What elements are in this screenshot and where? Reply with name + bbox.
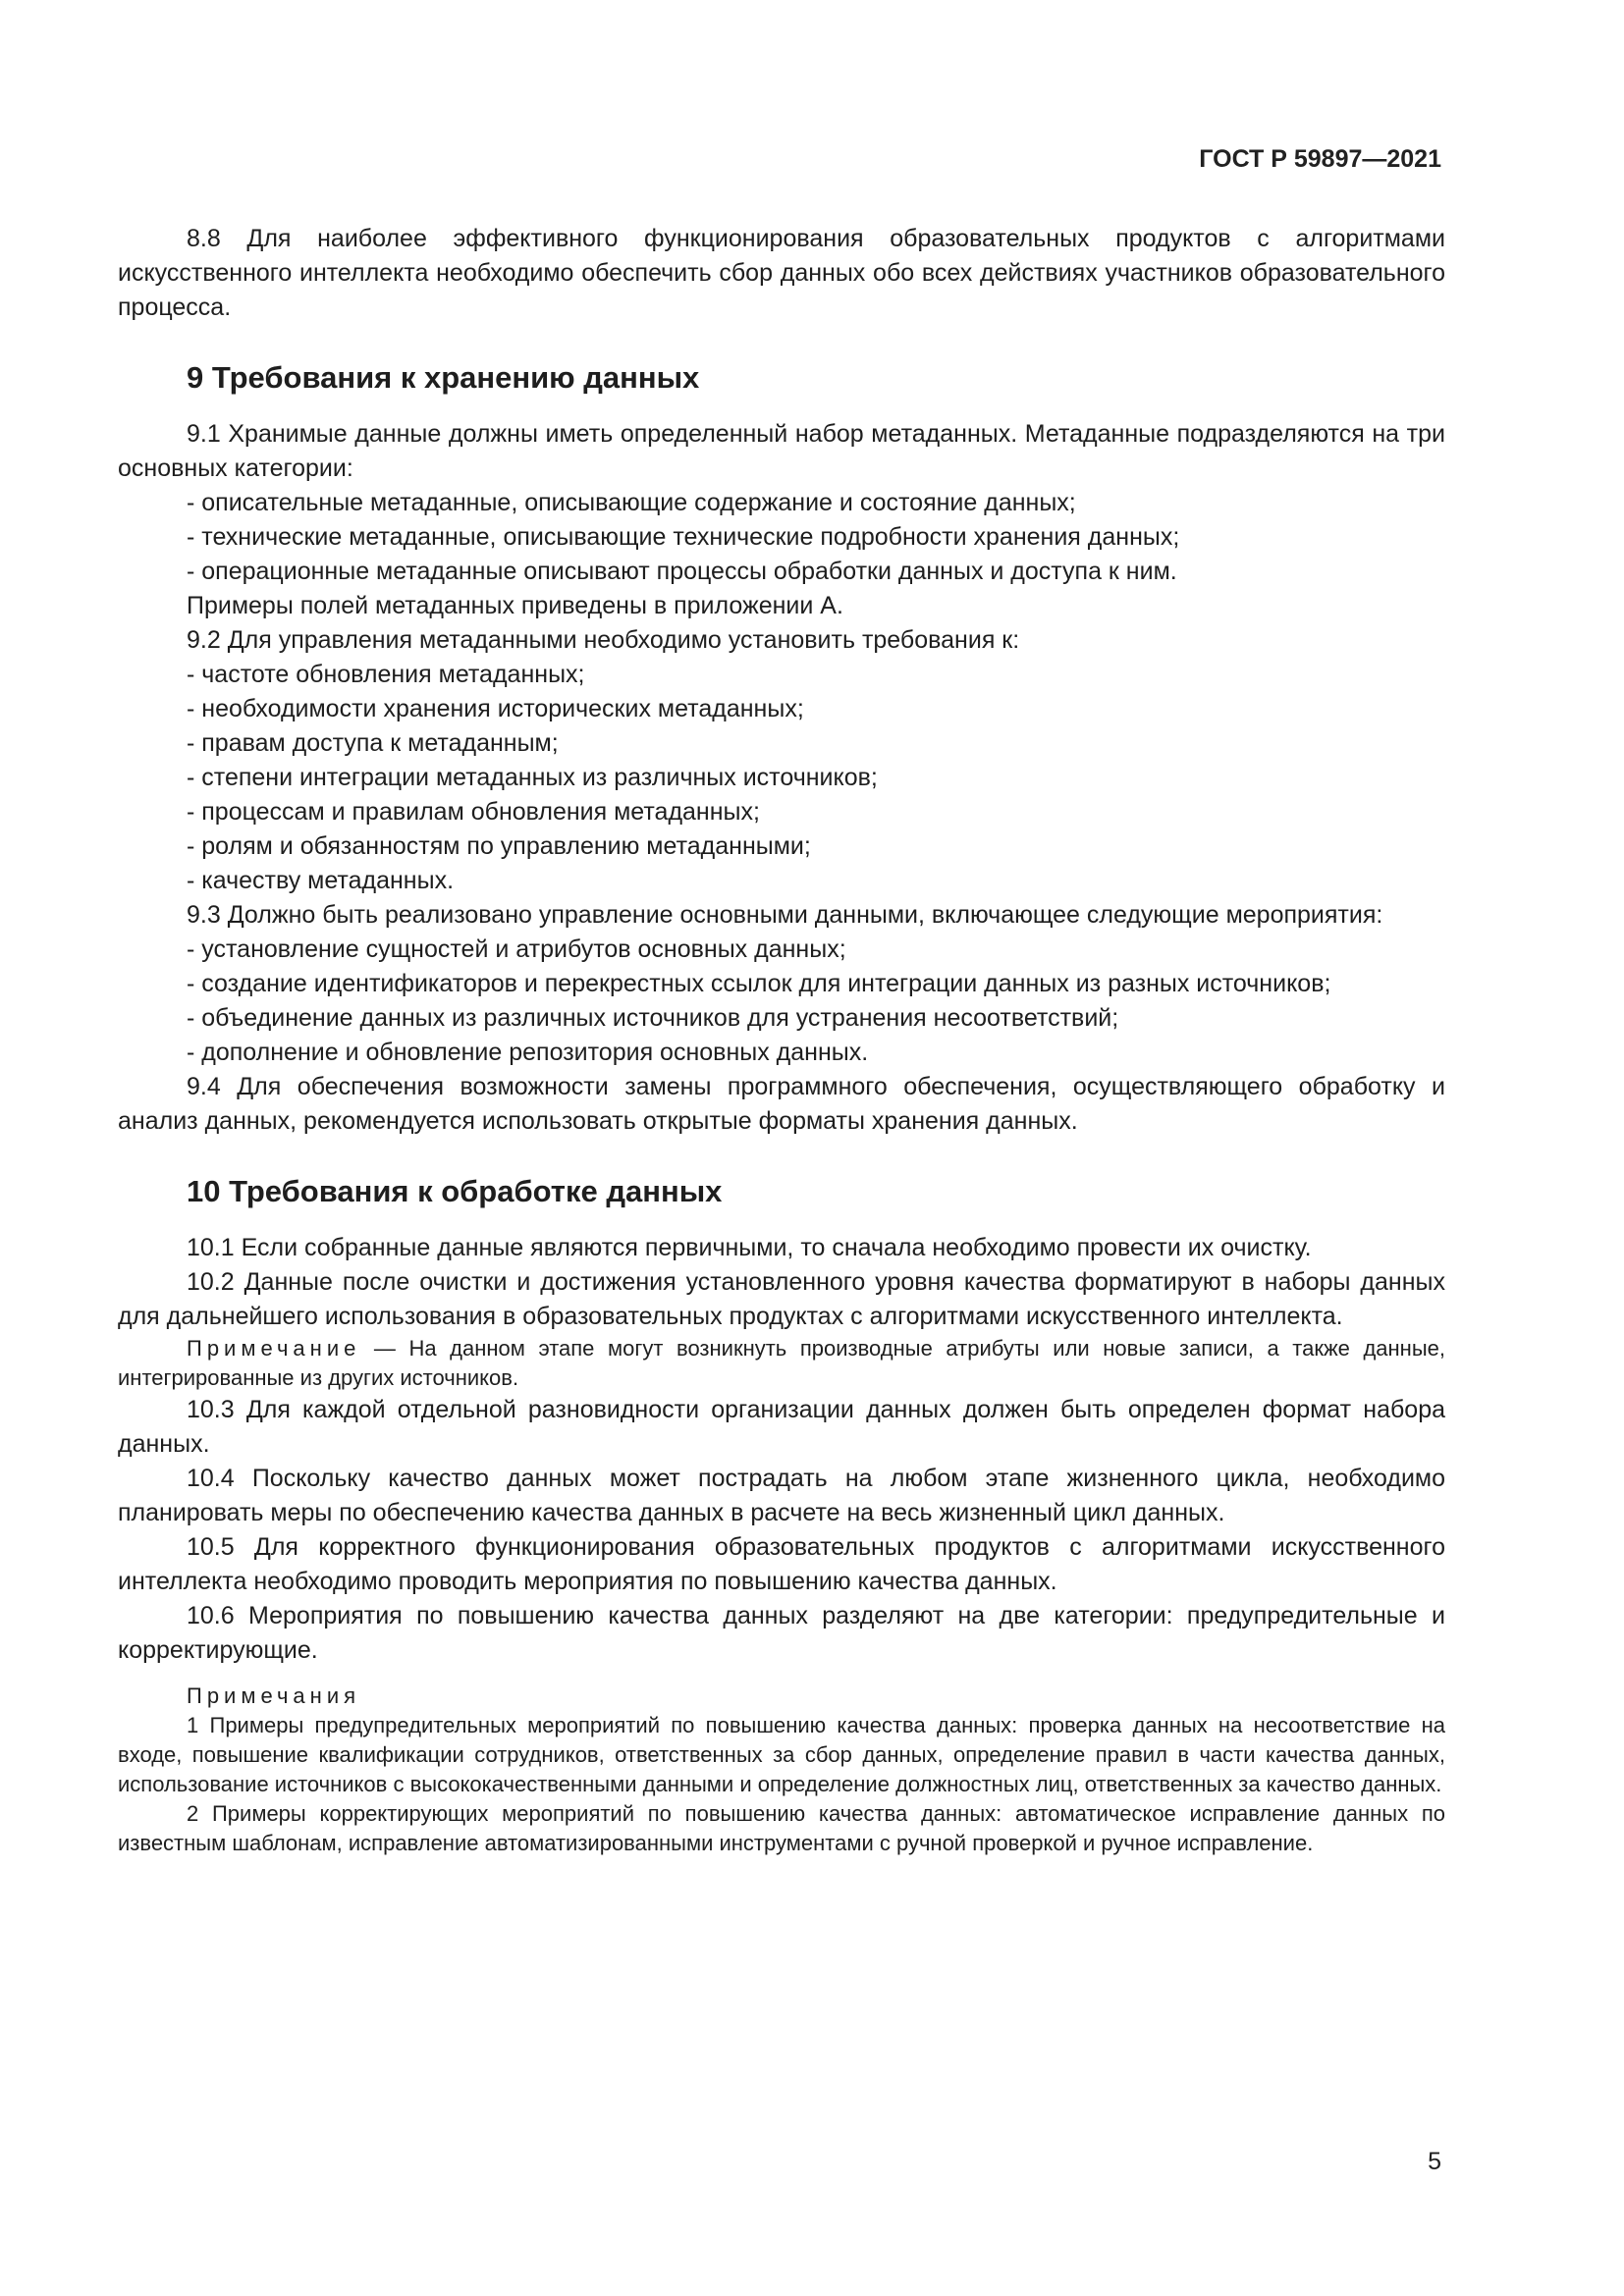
paragraph-10-1: 10.1 Если собранные данные являются первичными, то сначала необходимо провести их очистку. [187, 1234, 1312, 1261]
paragraph-9-3: 9.3 Должно быть реализовано управление основными данными, включающее следующие мероприятия: [187, 901, 1383, 929]
list-item: - операционные метаданные описывают процессы обработки данных и доступа к ним. [187, 558, 1177, 585]
note [118, 1334, 1445, 1393]
list-item: - создание идентификаторов и перекрестных ссылок для интеграции данных из разных источников; [187, 970, 1331, 997]
notes-block [118, 1682, 1445, 1858]
section-10-heading: 10 Требования к обработке данных [187, 1174, 723, 1208]
list-item: - правам доступа к метаданным; [187, 729, 559, 757]
list-item: - описательные метаданные, описывающие содержание и состояние данных; [187, 489, 1076, 516]
master-data-activities-list [118, 933, 1445, 1070]
list-item: - качеству метаданных. [187, 867, 455, 894]
paragraph-9-4: 9.4 Для обеспечения возможности замены программного обеспечения, осуществляющего обработку и анализ данных, рекомендуется использовать открытые форматы хранения данных. [118, 1073, 1445, 1135]
notes-label: Примечания [187, 1683, 361, 1708]
list-item: - установление сущностей и атрибутов основных данных; [187, 935, 846, 963]
document-code: ГОСТ Р 59897—2021 [1199, 145, 1441, 173]
paragraph-10-2: 10.2 Данные после очистки и достижения установленного уровня качества форматируют в наборы данных для дальнейшего использования в образовательных продуктах с алгоритмами искусственного интеллекта. [118, 1268, 1445, 1330]
page-content [118, 222, 1445, 1858]
page-number: 5 [1428, 2148, 1441, 2175]
paragraph-9-1: 9.1 Хранимые данные должны иметь определенный набор метаданных. Метаданные подразделяются на три основных категории: [118, 420, 1445, 482]
paragraph-10-3: 10.3 Для каждой отдельной разновидности организации данных должен быть определен формат набора данных. [118, 1396, 1445, 1458]
list-item: - необходимости хранения исторических метаданных; [187, 695, 804, 722]
list-item: - степени интеграции метаданных из различных источников; [187, 764, 878, 791]
list-item: - частоте обновления метаданных; [187, 661, 585, 688]
note-1: 1 Примеры предупредительных мероприятий по повышению качества данных: проверка данных на несоответствие на входе, повышение квалификации сотрудников, ответственных за сбор данных, определение правил в части качества данных, использование источников с высококачественными данными и определение должностных лиц, ответственных за качество данных. [118, 1713, 1445, 1796]
paragraph-10-5: 10.5 Для корректного функционирования образовательных продуктов с алгоритмами искусственного интеллекта необходимо проводить мероприятия по повышению качества данных. [118, 1533, 1445, 1595]
paragraph-8-8: 8.8 Для наиболее эффективного функционирования образовательных продуктов с алгоритмами искусственного интеллекта необходимо обеспечить сбор данных обо всех действиях участников образовательного процесса. [118, 225, 1445, 321]
paragraph-10-6: 10.6 Мероприятия по повышению качества данных разделяют на две категории: предупредительные и корректирующие. [118, 1602, 1445, 1664]
section-9-heading: 9 Требования к хранению данных [187, 360, 700, 395]
list-item: - объединение данных из различных источников для устранения несоответствий; [187, 1004, 1119, 1032]
list-item: - ролям и обязанностям по управлению метаданными; [187, 832, 811, 860]
metadata-categories-list [118, 486, 1445, 589]
note-text: — На данном этапе могут возникнуть производные атрибуты или новые записи, а также данные, интегрированные из других источников. [118, 1336, 1445, 1390]
paragraph-10-4: 10.4 Поскольку качество данных может пострадать на любом этапе жизненного цикла, необходимо планировать меры по обеспечению качества данных в расчете на весь жизненный цикл данных. [118, 1465, 1445, 1526]
paragraph-9-2: 9.2 Для управления метаданными необходимо установить требования к: [187, 626, 1020, 654]
note-label: Примечание [187, 1336, 361, 1361]
list-item: - технические метаданные, описывающие технические подробности хранения данных; [187, 523, 1180, 551]
list-item: - процессам и правилам обновления метаданных; [187, 798, 760, 826]
list-item: - дополнение и обновление репозитория основных данных. [187, 1039, 869, 1066]
metadata-requirements-list [118, 658, 1445, 898]
note-2: 2 Примеры корректирующих мероприятий по повышению качества данных: автоматическое исправление данных по известным шаблонам, исправление автоматизированными инструментами с ручной проверкой и ручное исправление. [118, 1801, 1445, 1855]
paragraph-examples: Примеры полей метаданных приведены в приложении А. [187, 592, 843, 619]
